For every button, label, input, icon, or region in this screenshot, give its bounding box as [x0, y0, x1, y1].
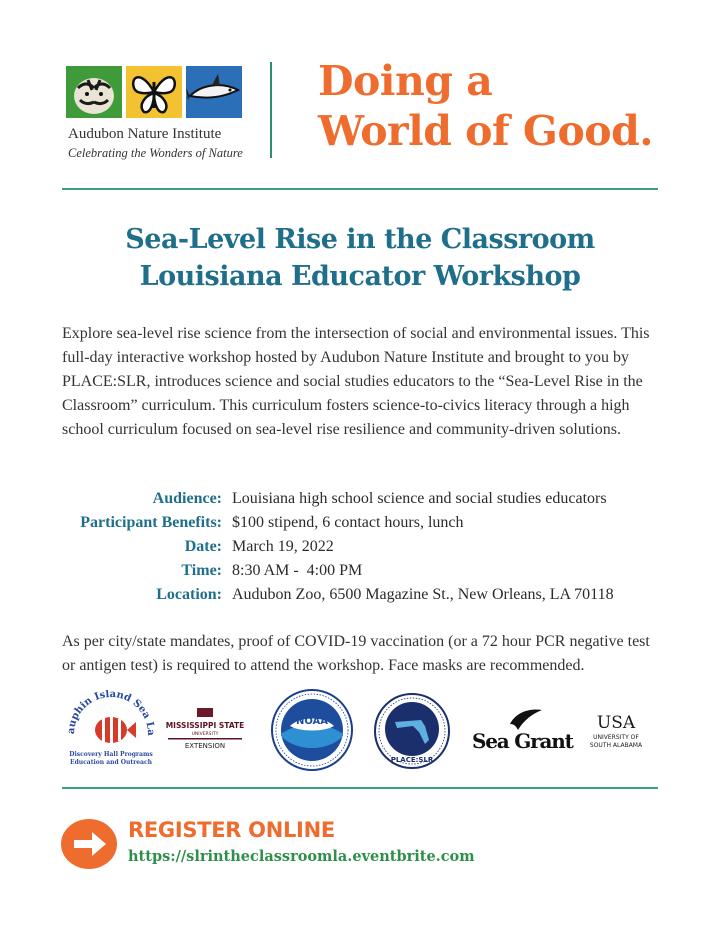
detail-row-time — [62, 559, 682, 583]
dauphin-island-logo — [66, 690, 156, 770]
sea-grant-logo — [470, 706, 573, 756]
register-heading: REGISTER ONLINE — [128, 818, 335, 842]
sea-grant-text: Sea Grant — [472, 729, 573, 753]
headline-line-2: World of Good. — [318, 107, 654, 155]
register-arrow-icon[interactable] — [60, 818, 118, 870]
detail-row-audience — [62, 487, 682, 511]
detail-value: $100 stipend, 6 contact hours, lunch — [232, 514, 464, 531]
detail-label: Time: — [181, 562, 222, 579]
usa-name-1: UNIVERSITY OF — [593, 734, 639, 741]
usa-mark: USA — [596, 713, 636, 733]
covid-notice: As per city/state mandates, proof of COVID-19 vaccination (or a 72 hour PCR negative test or antigen test) is required to attend the workshop. Face masks are recommended. — [62, 633, 650, 674]
headline — [318, 56, 653, 156]
org-tagline: Celebrating the Wonders of Nature — [68, 146, 243, 160]
shark-icon — [186, 66, 242, 118]
detail-value: Louisiana high school science and social studies educators — [232, 490, 607, 507]
dauphin-sub1: Discovery Hall Programs — [69, 751, 153, 758]
audubon-logo — [66, 66, 256, 120]
details-list — [62, 487, 682, 607]
detail-value: March 19, 2022 — [232, 538, 334, 555]
gull-icon — [510, 710, 542, 730]
dauphin-sub2: Education and Outreach — [70, 759, 152, 766]
detail-label: Location: — [156, 586, 222, 603]
msu-name: MISSISSIPPI STATE — [165, 721, 245, 730]
detail-label: Participant Benefits: — [80, 514, 222, 531]
noaa-text: NOAA — [295, 716, 329, 727]
butterfly-icon — [126, 66, 182, 118]
header-divider — [270, 62, 272, 158]
intro-paragraph: Explore sea-level rise science from the intersection of social and environmental issues. This full-day interactive workshop hosted by Audubon Nature Institute and brought to you by PLACE:SLR, introduces science and social studies educators to the “Sea-Level Rise in the Classroom” curriculum. This curriculum fosters science-to-civics literacy through a high school curriculum focused on sea-level rise resilience and community-driven solutions. — [62, 325, 650, 438]
usa-name-2: SOUTH ALABAMA — [589, 742, 643, 749]
detail-row-location — [62, 583, 682, 607]
noaa-logo — [270, 688, 354, 772]
page-title — [60, 221, 660, 295]
place-slr-text: PLACE:SLR — [390, 756, 434, 764]
divider-top — [62, 188, 658, 190]
msu-extension-logo — [160, 704, 250, 764]
partner-logos — [60, 690, 660, 770]
usa-logo — [572, 706, 660, 756]
title-line-1: Sea-Level Rise in the Classroom — [125, 224, 595, 255]
msu-mark-icon — [197, 708, 213, 717]
fish-icon — [95, 717, 136, 743]
detail-row-benefits — [62, 511, 682, 535]
title-line-2: Louisiana Educator Workshop — [139, 261, 581, 292]
detail-label: Date: — [184, 538, 222, 555]
msu-sub: UNIVERSITY — [191, 732, 219, 737]
detail-value: 8:30 AM - 4:00 PM — [232, 562, 363, 579]
register-link[interactable]: https://slrintheclassroomla.eventbrite.com — [128, 848, 475, 865]
org-name: Audubon Nature Institute — [68, 126, 222, 142]
detail-label: Audience: — [152, 490, 222, 507]
detail-value: Audubon Zoo, 6500 Magazine St., New Orleans, LA 70118 — [232, 586, 614, 603]
tiger-icon — [66, 66, 122, 118]
dauphin-arc-text: auphin Island Sea La — [66, 690, 156, 737]
headline-line-1: Doing a — [318, 57, 493, 105]
msu-ext: EXTENSION — [184, 742, 226, 750]
place-slr-logo — [373, 692, 451, 770]
divider-bottom — [62, 787, 658, 789]
detail-row-date — [62, 535, 682, 559]
